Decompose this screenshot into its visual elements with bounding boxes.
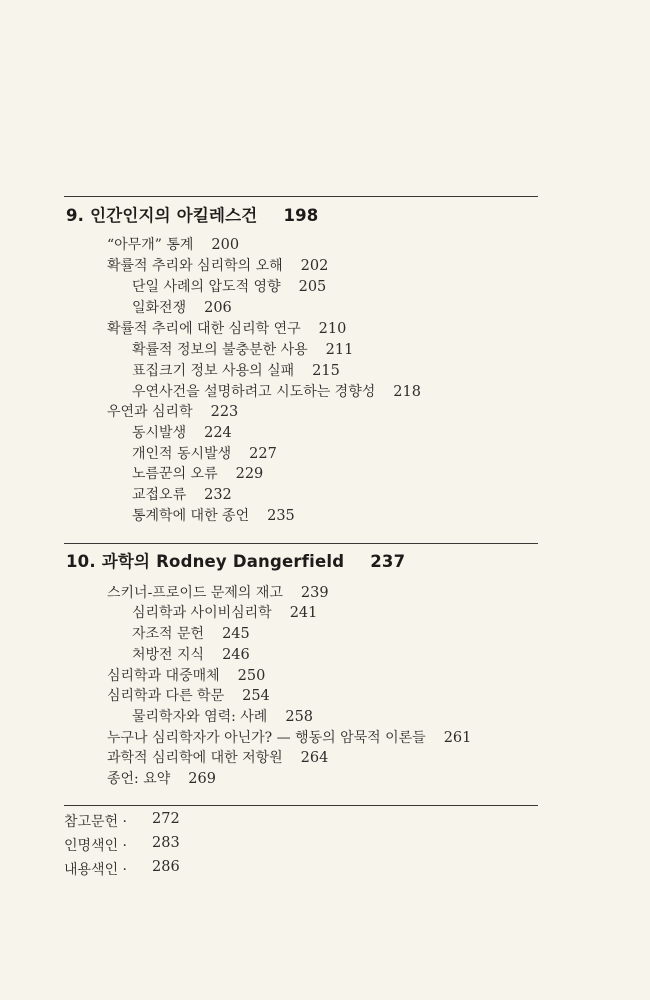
toc-entry [107, 582, 329, 602]
entry-page: 286 [152, 859, 180, 875]
entry-title: 스키너-프로이드 문제의 재고 [107, 585, 283, 601]
toc-entry [107, 727, 471, 747]
toc-entry [107, 401, 238, 421]
toc-entry [132, 706, 313, 726]
toc-entry [107, 318, 346, 338]
toc-entry [132, 276, 326, 296]
entry-title: 과학적 심리학에 대한 저항원 [107, 750, 283, 766]
entry-page: 229 [235, 466, 264, 482]
toc-entry [132, 443, 277, 463]
entry-title: “아무개” 통계 [107, 237, 194, 253]
toc-entry [132, 360, 340, 380]
entry-title: 심리학과 대중매체 [107, 668, 220, 684]
chapter-10-heading [66, 548, 405, 572]
entry-page: 269 [188, 771, 216, 787]
toc-entry [107, 747, 328, 767]
back-matter-entry [64, 811, 180, 831]
entry-title: 우연사건을 설명하려고 시도하는 경향성 [132, 384, 376, 400]
chapter-title: 10. 과학의 Rodney Dangerfield [66, 552, 345, 571]
chapter-10-rule [64, 543, 538, 544]
entry-title: 노름꾼의 오류 [132, 466, 218, 482]
entry-title: 교접오류 [132, 487, 187, 503]
entry-title: 확률적 추리와 심리학의 오해 [107, 258, 283, 274]
entry-title: 처방전 지식 [132, 647, 205, 663]
entry-page: 246 [222, 647, 250, 663]
entry-title: 표집크기 정보 사용의 실패 [132, 363, 295, 379]
chapter-9-rule [64, 196, 538, 197]
toc-entry [132, 602, 317, 622]
entry-page: 241 [289, 605, 318, 621]
entry-page: 218 [393, 384, 421, 400]
entry-title: 일화전쟁 [132, 300, 187, 316]
entry-page: 232 [204, 487, 232, 503]
toc-entry [132, 484, 232, 504]
toc-entry [132, 297, 232, 317]
entry-title: 인명색인 · [64, 838, 127, 854]
back-matter-entry [64, 835, 180, 855]
entry-title: 단일 사례의 압도적 영향 [132, 279, 281, 295]
toc-entry [132, 505, 295, 525]
entry-page: 254 [242, 688, 270, 704]
toc-entry [107, 234, 239, 254]
entry-title: 내용색인 · [64, 862, 127, 878]
entry-page: 261 [443, 730, 472, 746]
toc-entry [107, 665, 265, 685]
entry-page: 224 [204, 425, 232, 441]
entry-title: 종언: 요약 [107, 771, 171, 787]
entry-title: 참고문헌 · [64, 814, 127, 830]
toc-entry [132, 339, 353, 359]
entry-title: 확률적 정보의 불충분한 사용 [132, 342, 308, 358]
entry-page: 223 [210, 404, 239, 420]
toc-entry [107, 255, 328, 275]
toc-entry [132, 644, 250, 664]
entry-page: 264 [300, 750, 329, 766]
entry-page: 202 [300, 258, 329, 274]
entry-title: 개인적 동시발생 [132, 446, 232, 462]
toc-entry [132, 463, 263, 483]
back-matter-rule [64, 805, 538, 806]
entry-page: 245 [222, 626, 250, 642]
entry-title: 심리학과 사이비심리학 [132, 605, 272, 621]
entry-page: 235 [267, 508, 295, 524]
entry-page: 283 [152, 835, 180, 851]
entry-page: 227 [249, 446, 277, 462]
chapter-title: 9. 인간인지의 아킬레스건 [66, 206, 258, 225]
chapter-page: 237 [370, 552, 406, 571]
entry-title: 동시발생 [132, 425, 187, 441]
chapter-9-heading [66, 202, 318, 226]
entry-page: 239 [300, 585, 329, 601]
back-matter-entry [64, 859, 180, 879]
entry-page: 200 [211, 237, 240, 253]
entry-page: 272 [152, 811, 180, 827]
toc-entry [107, 685, 270, 705]
entry-title: 물리학자와 염력: 사례 [132, 709, 268, 725]
toc-entry [132, 623, 250, 643]
entry-page: 211 [325, 342, 354, 358]
entry-page: 215 [312, 363, 340, 379]
entry-page: 210 [318, 321, 347, 337]
toc-entry [132, 381, 421, 401]
toc-entry [132, 422, 232, 442]
entry-page: 250 [237, 668, 266, 684]
chapter-page: 198 [283, 206, 319, 225]
entry-page: 205 [298, 279, 327, 295]
entry-title: 통계학에 대한 종언 [132, 508, 250, 524]
entry-page: 258 [285, 709, 314, 725]
entry-title: 우연과 심리학 [107, 404, 193, 420]
entry-title: 심리학과 다른 학문 [107, 688, 225, 704]
toc-entry [107, 768, 216, 788]
entry-title: 누구나 심리학자가 아닌가? — 행동의 암묵적 이론들 [107, 730, 426, 746]
entry-title: 자조적 문헌 [132, 626, 205, 642]
entry-title: 확률적 추리에 대한 심리학 연구 [107, 321, 301, 337]
entry-page: 206 [204, 300, 232, 316]
